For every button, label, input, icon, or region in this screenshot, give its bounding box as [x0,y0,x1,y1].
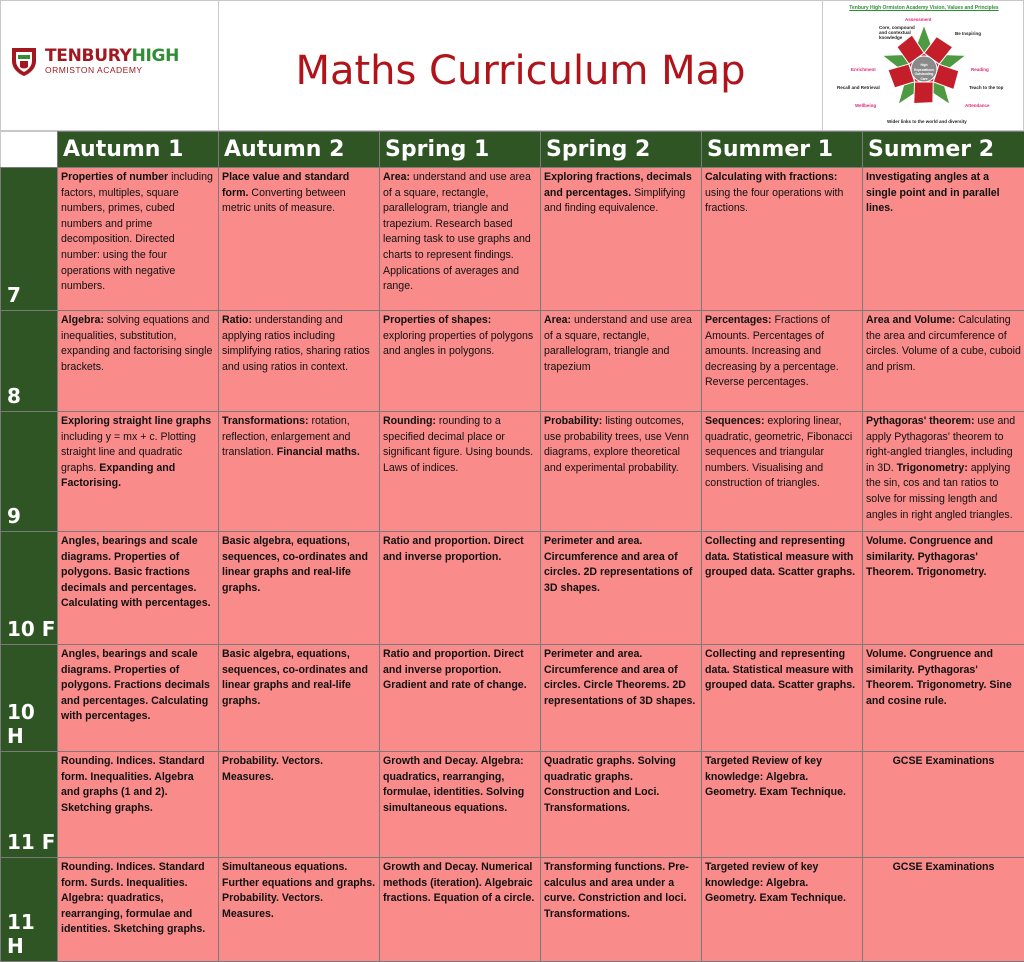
topic-heading: Transformations: [222,415,309,427]
year-label: 7 [1,168,58,311]
curriculum-cell [219,168,380,311]
curriculum-cell [863,858,1024,962]
year-row [1,532,1024,645]
topic-heading: Place value and standard form. [222,171,349,199]
topic-heading: Ratio: [222,314,252,326]
curriculum-cell [219,412,380,532]
curriculum-cell [219,752,380,858]
shield-icon [9,45,39,77]
title-cell [219,1,823,132]
year-row [1,858,1024,962]
topic-heading: Growth and Decay. Algebra: quadratics, rearranging, formulae, identities. Solving simultaneous equations. [383,755,524,814]
topic-heading: GCSE Examinations [893,755,995,767]
topic-text: exploring properties of polygons and angles in polygons. [383,330,533,358]
curriculum-cell [541,532,702,645]
topic-text: Directed number: using the four operations with negative numbers. [61,233,175,292]
corner-cell [1,132,58,168]
topic-heading: Area: [383,171,410,183]
topic-text: Calculating the area and circumference of circles. Volume of a cube, cuboid and prism. [866,314,1021,373]
logo-cell [1,1,219,132]
topic-heading: Targeted Review of key knowledge: Algebra. Geometry. Exam Technique. [705,755,846,798]
curriculum-cell [541,752,702,858]
curriculum-cell [541,645,702,752]
topic-heading: Rounding: [383,415,436,427]
topic-heading: Quadratic graphs. Solving quadratic graphs. Construction and Loci. Transformations. [544,755,676,814]
curriculum-cell [58,168,219,311]
column-header: Spring 1 [380,132,541,168]
topic-heading: Probability: [544,415,602,427]
topic-text: applying the sin, cos and tan ratios to solve for missing length and angles in right angled triangles. [866,462,1013,521]
vision-label-enrichment: Enrichment [851,67,876,72]
curriculum-cell [863,168,1024,311]
curriculum-cell [380,645,541,752]
logo-subtitle: ORMISTON ACADEMY [45,66,179,75]
topic-text: Converting between metric units of measure. [222,187,346,215]
vision-diagram [823,1,1024,132]
topic-heading: Sequences: [705,415,764,427]
topic-heading: Financial maths. [277,446,360,458]
topic-text: including y = mx + c. Plotting straight line and quadratic graphs. [61,431,196,474]
curriculum-cell [702,168,863,311]
vision-label-center: High Expectations Outstanding Care [912,63,936,81]
school-logo [9,45,179,77]
topic-text: using the four operations with fractions. [705,187,843,215]
column-header: Summer 2 [863,132,1024,168]
topic-heading: Basic algebra, equations, sequences, co-ordinates and linear graphs and real-life graphs. [222,648,368,707]
topic-heading: Ratio and proportion. Direct and inverse proportion. Gradient and rate of change. [383,648,527,691]
topic-heading: Exploring straight line graphs [61,415,211,427]
topic-heading: Algebra: [61,314,104,326]
year-row [1,752,1024,858]
curriculum-cell [219,311,380,412]
curriculum-cell [702,752,863,858]
topic-text: use and apply Pythagoras' theorem to right-angled triangles, including in 3D. [866,415,1015,474]
topic-heading: Area and Volume: [866,314,955,326]
curriculum-cell [58,645,219,752]
topic-text: understand and use area of a square, rectangle, parallelogram, triangle and trapezium. Research based learning task to use graphs and charts to represent findings. Applications of averages and range. [383,171,531,292]
header-row [1,132,1024,168]
year-label: 9 [1,412,58,532]
curriculum-cell [380,311,541,412]
topic-heading: Ratio and proportion. Direct and inverse proportion. [383,535,524,563]
topic-heading: Transforming functions. Pre-calculus and area under a curve. Constriction and loci. Transformations. [544,861,689,920]
topic-heading: Rounding. Indices. Standard form. Surds. Inequalities. Algebra: quadratics, rearranging, formulae and identities. Sketching graphs. [61,861,205,935]
column-header: Spring 2 [541,132,702,168]
curriculum-cell [219,858,380,962]
topic-heading: Collecting and representing data. Statistical measure with grouped data. Scatter graphs. [705,648,855,691]
curriculum-cell [58,412,219,532]
topic-heading: Investigating angles at a single point and in parallel lines. [866,171,1000,214]
topic-heading: Probability. Vectors. Measures. [222,755,323,783]
vision-label-teach: Teach to the top [969,85,1003,90]
curriculum-cell [541,412,702,532]
topic-text: rounding to a specified decimal place or significant figure. Using bounds. Laws of indices. [383,415,533,474]
curriculum-cell [541,311,702,412]
column-header: Autumn 2 [219,132,380,168]
vision-label-recall: Recall and Retrieval [837,85,880,90]
topic-heading: Properties of number [61,171,168,183]
topic-heading: Pythagoras' theorem: [866,415,974,427]
curriculum-cell [219,645,380,752]
year-label: 8 [1,311,58,412]
topic-heading: Volume. Congruence and similarity. Pythagoras' Theorem. Trigonometry. [866,535,993,578]
curriculum-cell [863,412,1024,532]
topic-heading: Trigonometry: [897,462,968,474]
curriculum-cell [863,311,1024,412]
topic-text: Simplifying and finding equivalence. [544,187,685,215]
year-row [1,168,1024,311]
header [0,0,1024,131]
topic-heading: Basic algebra, equations, sequences, co-ordinates and linear graphs and real-life graphs. [222,535,368,594]
vision-label-core: Core, compound and contextual knowledge [879,25,919,40]
column-header: Summer 1 [702,132,863,168]
curriculum-cell [380,858,541,962]
year-label: 11 F [1,752,58,858]
vision-label-reading: Reading [971,67,989,72]
year-row [1,645,1024,752]
vision-label-attendance: Attendance [965,103,990,108]
topic-heading: Perimeter and area. Circumference and area of circles. Circle Theorems. 2D representations of 3D shapes. [544,648,695,707]
vision-label-be-inspiring: Be Inspiring [955,31,981,36]
vision-title: Tenbury High Ormiston Academy Vision, Values and Principles [823,5,1024,11]
topic-heading: Angles, bearings and scale diagrams. Properties of polygons. Fractions decimals and percentages. Calculating with percentages. [61,648,210,722]
curriculum-cell [380,532,541,645]
curriculum-cell [702,412,863,532]
topic-heading: GCSE Examinations [893,861,995,873]
curriculum-cell [380,752,541,858]
topic-text: understanding and applying ratios including simplifying ratios, sharing ratios and using ratios in context. [222,314,370,373]
topic-heading: Volume. Congruence and similarity. Pythagoras' Theorem. Trigonometry. Sine and cosine rule. [866,648,1012,707]
vision-label-wellbeing: Wellbeing [855,103,876,108]
topic-heading: Area: [544,314,571,326]
curriculum-cell [380,168,541,311]
curriculum-cell [58,858,219,962]
topic-heading: Growth and Decay. Numerical methods (iteration). Algebraic fractions. Equation of a circle. [383,861,534,904]
curriculum-table [0,131,1024,962]
year-label: 11 H [1,858,58,962]
curriculum-cell [702,311,863,412]
curriculum-cell [863,645,1024,752]
topic-text: understand and use area of a square, rectangle, parallelogram, triangle and trapezium [544,314,692,373]
curriculum-cell [863,532,1024,645]
column-header: Autumn 1 [58,132,219,168]
topic-heading: Calculating with fractions: [705,171,837,183]
curriculum-cell [58,532,219,645]
topic-heading: Exploring fractions, decimals and percentages. [544,171,692,199]
topic-heading: Properties of shapes: [383,314,491,326]
year-row [1,412,1024,532]
year-row [1,311,1024,412]
curriculum-cell [702,858,863,962]
page-title: Maths Curriculum Map [295,48,745,94]
topic-text: listing outcomes, use probability trees, use Venn diagrams, explore theoretical and experimental probability. [544,415,689,474]
topic-heading: Perimeter and area. Circumference and area of circles. 2D representations of 3D shapes. [544,535,692,594]
curriculum-cell [380,412,541,532]
curriculum-cell [541,858,702,962]
curriculum-cell [58,311,219,412]
curriculum-cell [702,645,863,752]
topic-text: including factors, multiples, square numbers, primes, cubed numbers and prime decomposition. [61,171,213,245]
topic-heading: Rounding. Indices. Standard form. Inequalities. Algebra and graphs (1 and 2). Sketching graphs. [61,755,205,814]
topic-heading: Collecting and representing data. Statistical measure with grouped data. Scatter graphs. [705,535,855,578]
topic-text: exploring linear, quadratic, geometric, Fibonacci sequences and triangular numbers. Visualising and construction of triangles. [705,415,852,489]
curriculum-cell [863,752,1024,858]
topic-heading: Simultaneous equations. Further equations and graphs. Probability. Vectors. Measures. [222,861,375,920]
curriculum-cell [541,168,702,311]
logo-word-2: HIGH [132,46,180,66]
topic-text: solving equations and inequalities, substitution, expanding and factorising single brackets. [61,314,212,373]
vision-label-assessment: Assessment [905,17,932,22]
year-label: 10 H [1,645,58,752]
topic-heading: Expanding and Factorising. [61,462,175,490]
topic-heading: Percentages: [705,314,772,326]
curriculum-cell [219,532,380,645]
year-label: 10 F [1,532,58,645]
topic-heading: Targeted review of key knowledge: Algebra. Geometry. Exam Technique. [705,861,846,904]
vision-label-wider: Wider links to the world and diversity [887,119,967,124]
topic-text: Fractions of Amounts. Percentages of amounts. Increasing and decreasing by a percentage. Reverse percentages. [705,314,839,388]
logo-word-1: TENBURY [45,46,132,66]
topic-text: rotation, reflection, enlargement and translation. [222,415,350,458]
topic-heading: Angles, bearings and scale diagrams. Properties of polygons. Basic fractions decimals and percentages. Calculating with percentages. [61,535,211,609]
curriculum-cell [58,752,219,858]
curriculum-cell [702,532,863,645]
